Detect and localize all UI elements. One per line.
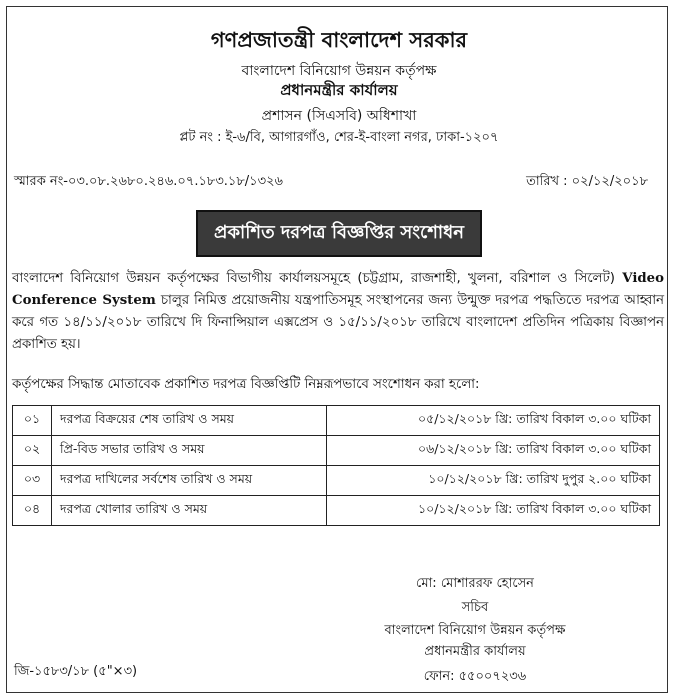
notice-banner-wrap xyxy=(0,210,678,257)
schedule-table xyxy=(12,405,660,526)
body-text-after: চালুর নিমিত্ত প্রয়োজনীয় যন্ত্রপাতিসমূহ সংস্থাপনের জন্য উন্মুক্ত দরপত্র পদ্ধতিতে দরপত্র আহ্বান করে গত ১৪/১১/২০১৮ তারিখে দি ফিনান্সিয়াল এক্সপ্রেস ও ১৫/১১/২০১৮ তারিখে বাংলাদেশ প্রতিদিন পত্রিকায় বিজ্ঞাপন প্রকাশিত হয়। xyxy=(12,293,664,352)
row-number: ০৩ xyxy=(13,466,52,496)
row-value: ০৬/১২/২০১৮ খ্রি: তারিখ বিকাল ৩.০০ ঘটিকা xyxy=(327,436,660,466)
table-row xyxy=(13,436,660,466)
row-item: দরপত্র দাখিলের সর্বশেষ তারিখ ও সময় xyxy=(52,466,327,496)
notice-body xyxy=(12,268,664,356)
table-row xyxy=(13,496,660,526)
signatory-phone: ফোন: ৫৫০০৭২৩৬ xyxy=(423,669,527,684)
signatory-name: মো: মোশাররফ হোসেন xyxy=(416,576,534,591)
office-address: প্লট নং : ই-৬/বি, আগারগাঁও, শের-ই-বাংলা নগর, ঢাকা-১২০৭ xyxy=(179,130,499,145)
office-name: প্রধানমন্ত্রীর কার্যালয় xyxy=(280,81,398,99)
body-text-before: বাংলাদেশ বিনিয়োগ উন্নয়ন কর্তৃপক্ষের বিভাগীয় কার্যালয়সমূহে (চট্টগ্রাম, রাজশাহী, খুলনা, বরিশাল ও সিলেট) xyxy=(12,271,623,286)
row-value: ০৫/১২/২০১৮ খ্রি: তারিখ বিকাল ৩.০০ ঘটিকা xyxy=(327,406,660,436)
row-item: দরপত্র খোলার তারিখ ও সময় xyxy=(52,496,327,526)
row-number: ০৪ xyxy=(13,496,52,526)
branch-name: প্রশাসন (সিএসবি) অধিশাখা xyxy=(261,108,417,124)
table-row xyxy=(13,466,660,496)
memo-date: তারিখ : ০২/১২/২০১৮ xyxy=(526,174,648,189)
signatory-authority: বাংলাদেশ বিনিয়োগ উন্নয়ন কর্তৃপক্ষ xyxy=(384,623,566,638)
row-value: ১০/১২/২০১৮ খ্রি: তারিখ দুপুর ২.০০ ঘটিকা xyxy=(327,466,660,496)
row-value: ১০/১২/২০১৮ খ্রি: তারিখ বিকাল ৩.০০ ঘটিকা xyxy=(327,496,660,526)
amendment-intro: কর্তৃপক্ষের সিদ্ধান্ত মোতাবেক প্রকাশিত দরপত্র বিজ্ঞপ্তিটি নিম্নরূপভাবে সংশোধন করা হলো: xyxy=(12,377,480,392)
row-item: দরপত্র বিক্রয়ের শেষ তারিখ ও সময় xyxy=(52,406,327,436)
signatory-office: প্রধানমন্ত্রীর কার্যালয় xyxy=(424,644,526,659)
system-name: Video Conference System xyxy=(12,271,664,308)
government-title: গণপ্রজাতন্ত্রী বাংলাদেশ সরকার xyxy=(210,28,468,52)
row-number: ০২ xyxy=(13,436,52,466)
row-number: ০১ xyxy=(13,406,52,436)
signatory-designation: সচিব xyxy=(461,600,489,615)
table-row xyxy=(13,406,660,436)
authority-name: বাংলাদেশ বিনিয়োগ উন্নয়ন কর্তৃপক্ষ xyxy=(241,63,437,79)
row-item: প্রি-বিড সভার তারিখ ও সময় xyxy=(52,436,327,466)
ad-code: জি-১৫৮৩/১৮ (৫"×৩) xyxy=(14,664,138,679)
memo-number: স্মারক নং-০৩.০৮.২৬৮০.২৪৬.০৭.১৮৩.১৮/১৩২৬ xyxy=(14,174,283,189)
notice-banner: প্রকাশিত দরপত্র বিজ্ঞপ্তির সংশোধন xyxy=(196,210,482,257)
